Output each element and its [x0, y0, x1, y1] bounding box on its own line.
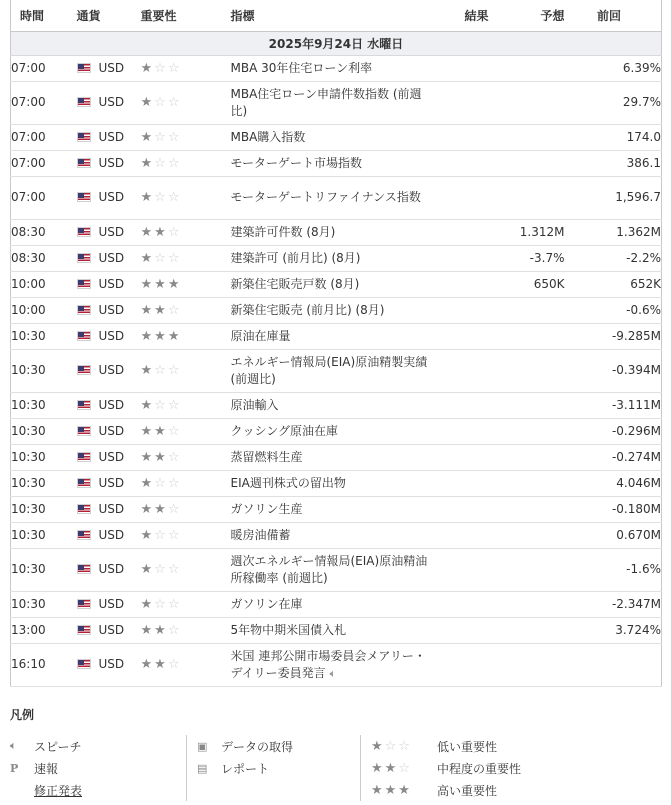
event-previous: 29.7%: [565, 81, 662, 124]
event-currency: [77, 81, 141, 124]
event-indicator-link[interactable]: [231, 219, 435, 245]
header-result[interactable]: 結果: [435, 0, 497, 31]
event-result: [435, 522, 497, 548]
event-currency: [77, 522, 141, 548]
currency-code: USD: [98, 328, 125, 343]
event-importance: [141, 470, 231, 496]
header-importance[interactable]: 重要性: [141, 0, 231, 31]
event-previous: -2.2%: [565, 245, 662, 271]
star-rating-icon: ★☆☆: [140, 129, 182, 145]
event-indicator-link[interactable]: [231, 271, 435, 297]
currency-code: USD: [98, 60, 125, 75]
header-forecast[interactable]: 予想: [497, 0, 565, 31]
event-importance: [141, 81, 231, 124]
calendar-table: [10, 0, 662, 687]
event-currency: [77, 470, 141, 496]
currency-code: USD: [98, 475, 125, 490]
event-result: [435, 124, 497, 150]
legend-revised: [10, 779, 178, 801]
table-row[interactable]: [11, 219, 662, 245]
event-forecast: [497, 522, 565, 548]
event-previous: -0.394M: [565, 349, 662, 392]
event-importance: [141, 271, 231, 297]
event-currency: [77, 323, 141, 349]
star-rating-icon: ★☆☆: [140, 60, 182, 76]
legend-column-2: [186, 735, 366, 801]
currency-code: USD: [98, 224, 125, 239]
event-currency: [77, 591, 141, 617]
preliminary-icon: P: [10, 761, 19, 775]
event-importance: [141, 245, 231, 271]
event-forecast: [497, 176, 565, 219]
event-previous: -1.6%: [565, 548, 662, 591]
event-previous: -3.111M: [565, 392, 662, 418]
event-time: 10:30: [11, 522, 77, 548]
indicator-name: エネルギー情報局(EIA)原油精製実績 (前週比): [230, 354, 428, 386]
data-source-icon: ▣: [197, 739, 208, 753]
legend-column-1: [10, 735, 178, 801]
table-row[interactable]: [11, 55, 662, 81]
event-result: [435, 470, 497, 496]
currency-code: USD: [98, 250, 125, 265]
us-flag-icon: [77, 426, 91, 436]
event-forecast: [497, 496, 565, 522]
header-previous[interactable]: 前回: [565, 0, 662, 31]
legend-title: 凡例: [10, 708, 35, 722]
us-flag-icon: [77, 365, 91, 375]
legend-medium-label: 中程度の重要性: [437, 761, 522, 776]
event-time: 16:10: [11, 643, 77, 686]
event-importance: [141, 591, 231, 617]
indicator-name: EIA週刊株式の留出物: [230, 475, 346, 490]
event-time: 10:30: [11, 591, 77, 617]
currency-code: USD: [98, 129, 125, 144]
star-rating-icon: ★☆☆: [140, 397, 182, 413]
event-time: 07:00: [11, 124, 77, 150]
table-row[interactable]: [11, 496, 662, 522]
indicator-name: 原油在庫量: [230, 328, 291, 343]
star-rating-icon: ★☆☆: [140, 596, 182, 612]
event-forecast: [497, 124, 565, 150]
legend-high-label: 高い重要性: [437, 783, 498, 798]
table-row[interactable]: [11, 297, 662, 323]
indicator-name: 建築許可 (前月比) (8月): [230, 250, 361, 265]
event-result: [435, 617, 497, 643]
event-currency: [77, 643, 141, 686]
indicator-name: クッシング原油在庫: [230, 423, 338, 438]
indicator-name: 米国 連邦公開市場委員会メアリー・デイリー委員発言: [230, 648, 426, 680]
indicator-name: モーターゲートリファイナンス指数: [230, 190, 421, 204]
event-indicator-link[interactable]: [231, 418, 435, 444]
currency-code: USD: [98, 622, 125, 637]
event-importance: [141, 548, 231, 591]
event-previous: 4.046M: [565, 470, 662, 496]
event-importance: [141, 55, 231, 81]
event-importance: [141, 643, 231, 686]
star-rating-icon: ★★★: [140, 276, 182, 292]
speaker-icon: 🔈︎: [10, 739, 17, 752]
event-result: [435, 55, 497, 81]
event-currency: [77, 176, 141, 219]
star-rating-icon: ★☆☆: [140, 363, 182, 378]
header-row: [11, 0, 662, 31]
event-forecast: [497, 150, 565, 176]
star-rating-icon: ★★☆: [140, 423, 182, 439]
currency-code: USD: [98, 596, 125, 611]
indicator-name: ガソリン在庫: [230, 596, 303, 611]
event-indicator-link[interactable]: [231, 392, 435, 418]
event-importance: [141, 297, 231, 323]
currency-code: USD: [98, 276, 125, 291]
table-row[interactable]: [11, 81, 662, 124]
event-currency: [77, 219, 141, 245]
star-rating-icon: ★★☆: [140, 657, 182, 672]
event-time: 07:00: [11, 150, 77, 176]
table-row[interactable]: [11, 643, 662, 686]
event-previous: -0.180M: [565, 496, 662, 522]
legend-low-label: 低い重要性: [437, 739, 498, 754]
event-previous: 652K: [565, 271, 662, 297]
event-result: [435, 245, 497, 271]
currency-code: USD: [98, 501, 125, 516]
indicator-name: ガソリン生産: [230, 501, 303, 516]
currency-code: USD: [98, 155, 125, 170]
star-rating-icon: ★★★: [140, 328, 182, 344]
indicator-name: 建築許可件数 (8月): [230, 224, 336, 239]
event-time: 10:30: [11, 548, 77, 591]
event-currency: [77, 124, 141, 150]
currency-code: USD: [98, 449, 125, 464]
event-previous: -0.296M: [565, 418, 662, 444]
us-flag-icon: [77, 279, 91, 289]
event-time: 10:30: [11, 349, 77, 392]
event-forecast: [497, 297, 565, 323]
table-row[interactable]: [11, 323, 662, 349]
event-previous: 174.0: [565, 124, 662, 150]
event-currency: [77, 55, 141, 81]
event-forecast: [497, 617, 565, 643]
speaker-icon: 🔈︎: [329, 666, 337, 680]
event-forecast: [497, 418, 565, 444]
event-previous: 1,596.7: [565, 176, 662, 219]
legend: [10, 706, 661, 805]
event-result: [435, 271, 497, 297]
us-flag-icon: [77, 331, 91, 341]
header-indicator[interactable]: 指標: [231, 0, 435, 31]
table-row[interactable]: [11, 124, 662, 150]
star-rating-icon: ★★☆: [371, 760, 412, 776]
currency-code: USD: [98, 95, 125, 109]
us-flag-icon: [77, 504, 91, 514]
event-forecast: 650K: [497, 271, 565, 297]
currency-code: USD: [98, 657, 125, 671]
event-importance: [141, 323, 231, 349]
event-indicator-link[interactable]: [231, 323, 435, 349]
legend-revised-label: 修正発表: [34, 783, 83, 798]
indicator-name: モーターゲート市場指数: [230, 155, 363, 170]
star-rating-icon: ★★☆: [140, 501, 182, 517]
star-rating-icon: ★☆☆: [140, 95, 182, 110]
star-rating-icon: ★★☆: [140, 302, 182, 318]
event-indicator-link[interactable]: [231, 124, 435, 150]
event-forecast: [497, 392, 565, 418]
us-flag-icon: [77, 599, 91, 609]
event-time: 10:00: [11, 271, 77, 297]
star-rating-icon: ★☆☆: [140, 250, 182, 266]
event-indicator-link[interactable]: [231, 591, 435, 617]
event-forecast: 1.312M: [497, 219, 565, 245]
star-rating-icon: ★★☆: [140, 449, 182, 465]
event-previous: 386.1: [565, 150, 662, 176]
currency-code: USD: [98, 562, 125, 576]
event-time: 10:30: [11, 418, 77, 444]
table-row[interactable]: [11, 392, 662, 418]
star-rating-icon: ★★★: [371, 782, 412, 798]
event-indicator-link[interactable]: [231, 470, 435, 496]
table-row[interactable]: [11, 470, 662, 496]
event-indicator-link[interactable]: [231, 643, 435, 686]
indicator-name: MBA住宅ローン申請件数指数 (前週比): [230, 86, 422, 118]
event-time: 10:30: [11, 323, 77, 349]
event-currency: [77, 297, 141, 323]
event-forecast: [497, 548, 565, 591]
indicator-name: 5年物中期米国債入札: [230, 622, 347, 637]
indicator-name: MBA 30年住宅ローン利率: [230, 60, 373, 75]
table-row[interactable]: [11, 548, 662, 591]
table-row[interactable]: [11, 349, 662, 392]
event-result: [435, 444, 497, 470]
event-importance: [141, 444, 231, 470]
table-row[interactable]: [11, 591, 662, 617]
event-forecast: [497, 55, 565, 81]
event-indicator-link[interactable]: [231, 150, 435, 176]
indicator-name: 新築住宅販売 (前月比) (8月): [230, 302, 385, 317]
us-flag-icon: [77, 530, 91, 540]
event-previous: [565, 643, 662, 686]
event-time: 10:30: [11, 392, 77, 418]
event-currency: [77, 271, 141, 297]
legend-speech-label: スピーチ: [34, 739, 82, 754]
star-rating-icon: ★☆☆: [140, 475, 182, 491]
star-rating-icon: ★☆☆: [140, 190, 182, 205]
us-flag-icon: [77, 452, 91, 462]
event-time: 10:30: [11, 470, 77, 496]
table-row[interactable]: [11, 522, 662, 548]
event-indicator-link[interactable]: [231, 522, 435, 548]
legend-preliminary: [10, 757, 178, 779]
event-previous: -9.285M: [565, 323, 662, 349]
event-time: 07:00: [11, 176, 77, 219]
event-forecast: [497, 643, 565, 686]
economic-calendar: [10, 0, 661, 687]
event-previous: 6.39%: [565, 55, 662, 81]
event-currency: [77, 349, 141, 392]
event-result: [435, 643, 497, 686]
us-flag-icon: [77, 400, 91, 410]
star-rating-icon: ★☆☆: [140, 155, 182, 171]
legend-low-importance: [371, 735, 560, 757]
legend-column-3: [360, 735, 560, 801]
event-importance: [141, 150, 231, 176]
table-row[interactable]: [11, 150, 662, 176]
us-flag-icon: [77, 253, 91, 263]
event-time: 10:30: [11, 444, 77, 470]
event-time: 13:00: [11, 617, 77, 643]
indicator-name: 原油輸入: [230, 397, 279, 412]
event-forecast: [497, 81, 565, 124]
currency-code: USD: [98, 363, 125, 377]
table-row[interactable]: [11, 617, 662, 643]
event-result: [435, 81, 497, 124]
event-result: [435, 349, 497, 392]
star-rating-icon: ★★☆: [140, 224, 182, 240]
us-flag-icon: [77, 132, 91, 142]
indicator-name: 暖房油備蓄: [230, 527, 291, 542]
event-importance: [141, 349, 231, 392]
event-result: [435, 392, 497, 418]
event-forecast: [497, 349, 565, 392]
event-importance: [141, 496, 231, 522]
event-time: 10:30: [11, 496, 77, 522]
date-label: 2025年9月24日 水曜日: [11, 31, 662, 55]
event-currency: [77, 444, 141, 470]
event-result: [435, 418, 497, 444]
legend-medium-importance: [371, 757, 560, 779]
event-importance: [141, 219, 231, 245]
event-previous: 1.362M: [565, 219, 662, 245]
currency-code: USD: [98, 527, 125, 542]
event-previous: 3.724%: [565, 617, 662, 643]
indicator-name: MBA購入指数: [230, 129, 306, 144]
event-importance: [141, 392, 231, 418]
event-currency: [77, 150, 141, 176]
us-flag-icon: [77, 97, 91, 107]
event-result: [435, 219, 497, 245]
star-rating-icon: ★☆☆: [140, 527, 182, 543]
event-indicator-link[interactable]: [231, 496, 435, 522]
event-importance: [141, 418, 231, 444]
event-indicator-link[interactable]: [231, 81, 435, 124]
date-row: [11, 31, 662, 55]
event-time: 07:00: [11, 81, 77, 124]
event-indicator-link[interactable]: [231, 617, 435, 643]
event-time: 08:30: [11, 245, 77, 271]
indicator-name: 蒸留燃料生産: [230, 449, 303, 464]
event-currency: [77, 548, 141, 591]
event-result: [435, 297, 497, 323]
event-indicator-link[interactable]: [231, 176, 435, 219]
star-rating-icon: ★★☆: [140, 622, 182, 638]
us-flag-icon: [77, 192, 91, 202]
us-flag-icon: [77, 564, 91, 574]
us-flag-icon: [77, 659, 91, 669]
indicator-name: 新築住宅販売戸数 (8月): [230, 276, 360, 291]
event-indicator-link[interactable]: [231, 55, 435, 81]
currency-code: USD: [98, 423, 125, 438]
table-row[interactable]: [11, 271, 662, 297]
event-importance: [141, 176, 231, 219]
event-importance: [141, 522, 231, 548]
report-icon: ▤: [197, 761, 208, 775]
event-currency: [77, 418, 141, 444]
header-currency[interactable]: 通貨: [77, 0, 141, 31]
event-importance: [141, 124, 231, 150]
event-time: 08:30: [11, 219, 77, 245]
legend-report-label: レポート: [221, 761, 270, 776]
event-indicator-link[interactable]: [231, 548, 435, 591]
event-forecast: [497, 591, 565, 617]
event-time: 10:00: [11, 297, 77, 323]
event-result: [435, 150, 497, 176]
us-flag-icon: [77, 625, 91, 635]
us-flag-icon: [77, 305, 91, 315]
us-flag-icon: [77, 63, 91, 73]
event-importance: [141, 617, 231, 643]
us-flag-icon: [77, 158, 91, 168]
event-forecast: [497, 470, 565, 496]
legend-speech: [10, 735, 178, 757]
legend-report: [197, 757, 366, 779]
legend-data-source: [197, 735, 366, 757]
indicator-name: 週次エネルギー情報局(EIA)原油精油所稼働率 (前週比): [230, 553, 428, 585]
event-forecast: [497, 444, 565, 470]
event-previous: -0.274M: [565, 444, 662, 470]
table-row[interactable]: [11, 418, 662, 444]
event-previous: -2.347M: [565, 591, 662, 617]
currency-code: USD: [98, 302, 125, 317]
currency-code: USD: [98, 397, 125, 412]
star-rating-icon: ★☆☆: [371, 738, 412, 754]
event-result: [435, 176, 497, 219]
event-result: [435, 591, 497, 617]
event-forecast: -3.7%: [497, 245, 565, 271]
table-row[interactable]: [11, 444, 662, 470]
us-flag-icon: [77, 227, 91, 237]
event-indicator-link[interactable]: [231, 245, 435, 271]
legend-data-source-label: データの取得: [221, 739, 294, 754]
event-time: 07:00: [11, 55, 77, 81]
event-result: [435, 323, 497, 349]
event-indicator-link[interactable]: [231, 297, 435, 323]
event-currency: [77, 245, 141, 271]
event-result: [435, 496, 497, 522]
event-previous: -0.6%: [565, 297, 662, 323]
event-indicator-link[interactable]: [231, 349, 435, 392]
legend-high-importance: [371, 779, 560, 801]
legend-preliminary-label: 速報: [34, 761, 59, 776]
table-row[interactable]: [11, 176, 662, 219]
currency-code: USD: [98, 190, 125, 204]
event-currency: [77, 392, 141, 418]
header-time[interactable]: 時間: [11, 0, 77, 31]
event-indicator-link[interactable]: [231, 444, 435, 470]
event-previous: 0.670M: [565, 522, 662, 548]
event-currency: [77, 617, 141, 643]
event-result: [435, 548, 497, 591]
us-flag-icon: [77, 478, 91, 488]
event-currency: [77, 496, 141, 522]
table-row[interactable]: [11, 245, 662, 271]
event-forecast: [497, 323, 565, 349]
star-rating-icon: ★☆☆: [140, 562, 182, 577]
